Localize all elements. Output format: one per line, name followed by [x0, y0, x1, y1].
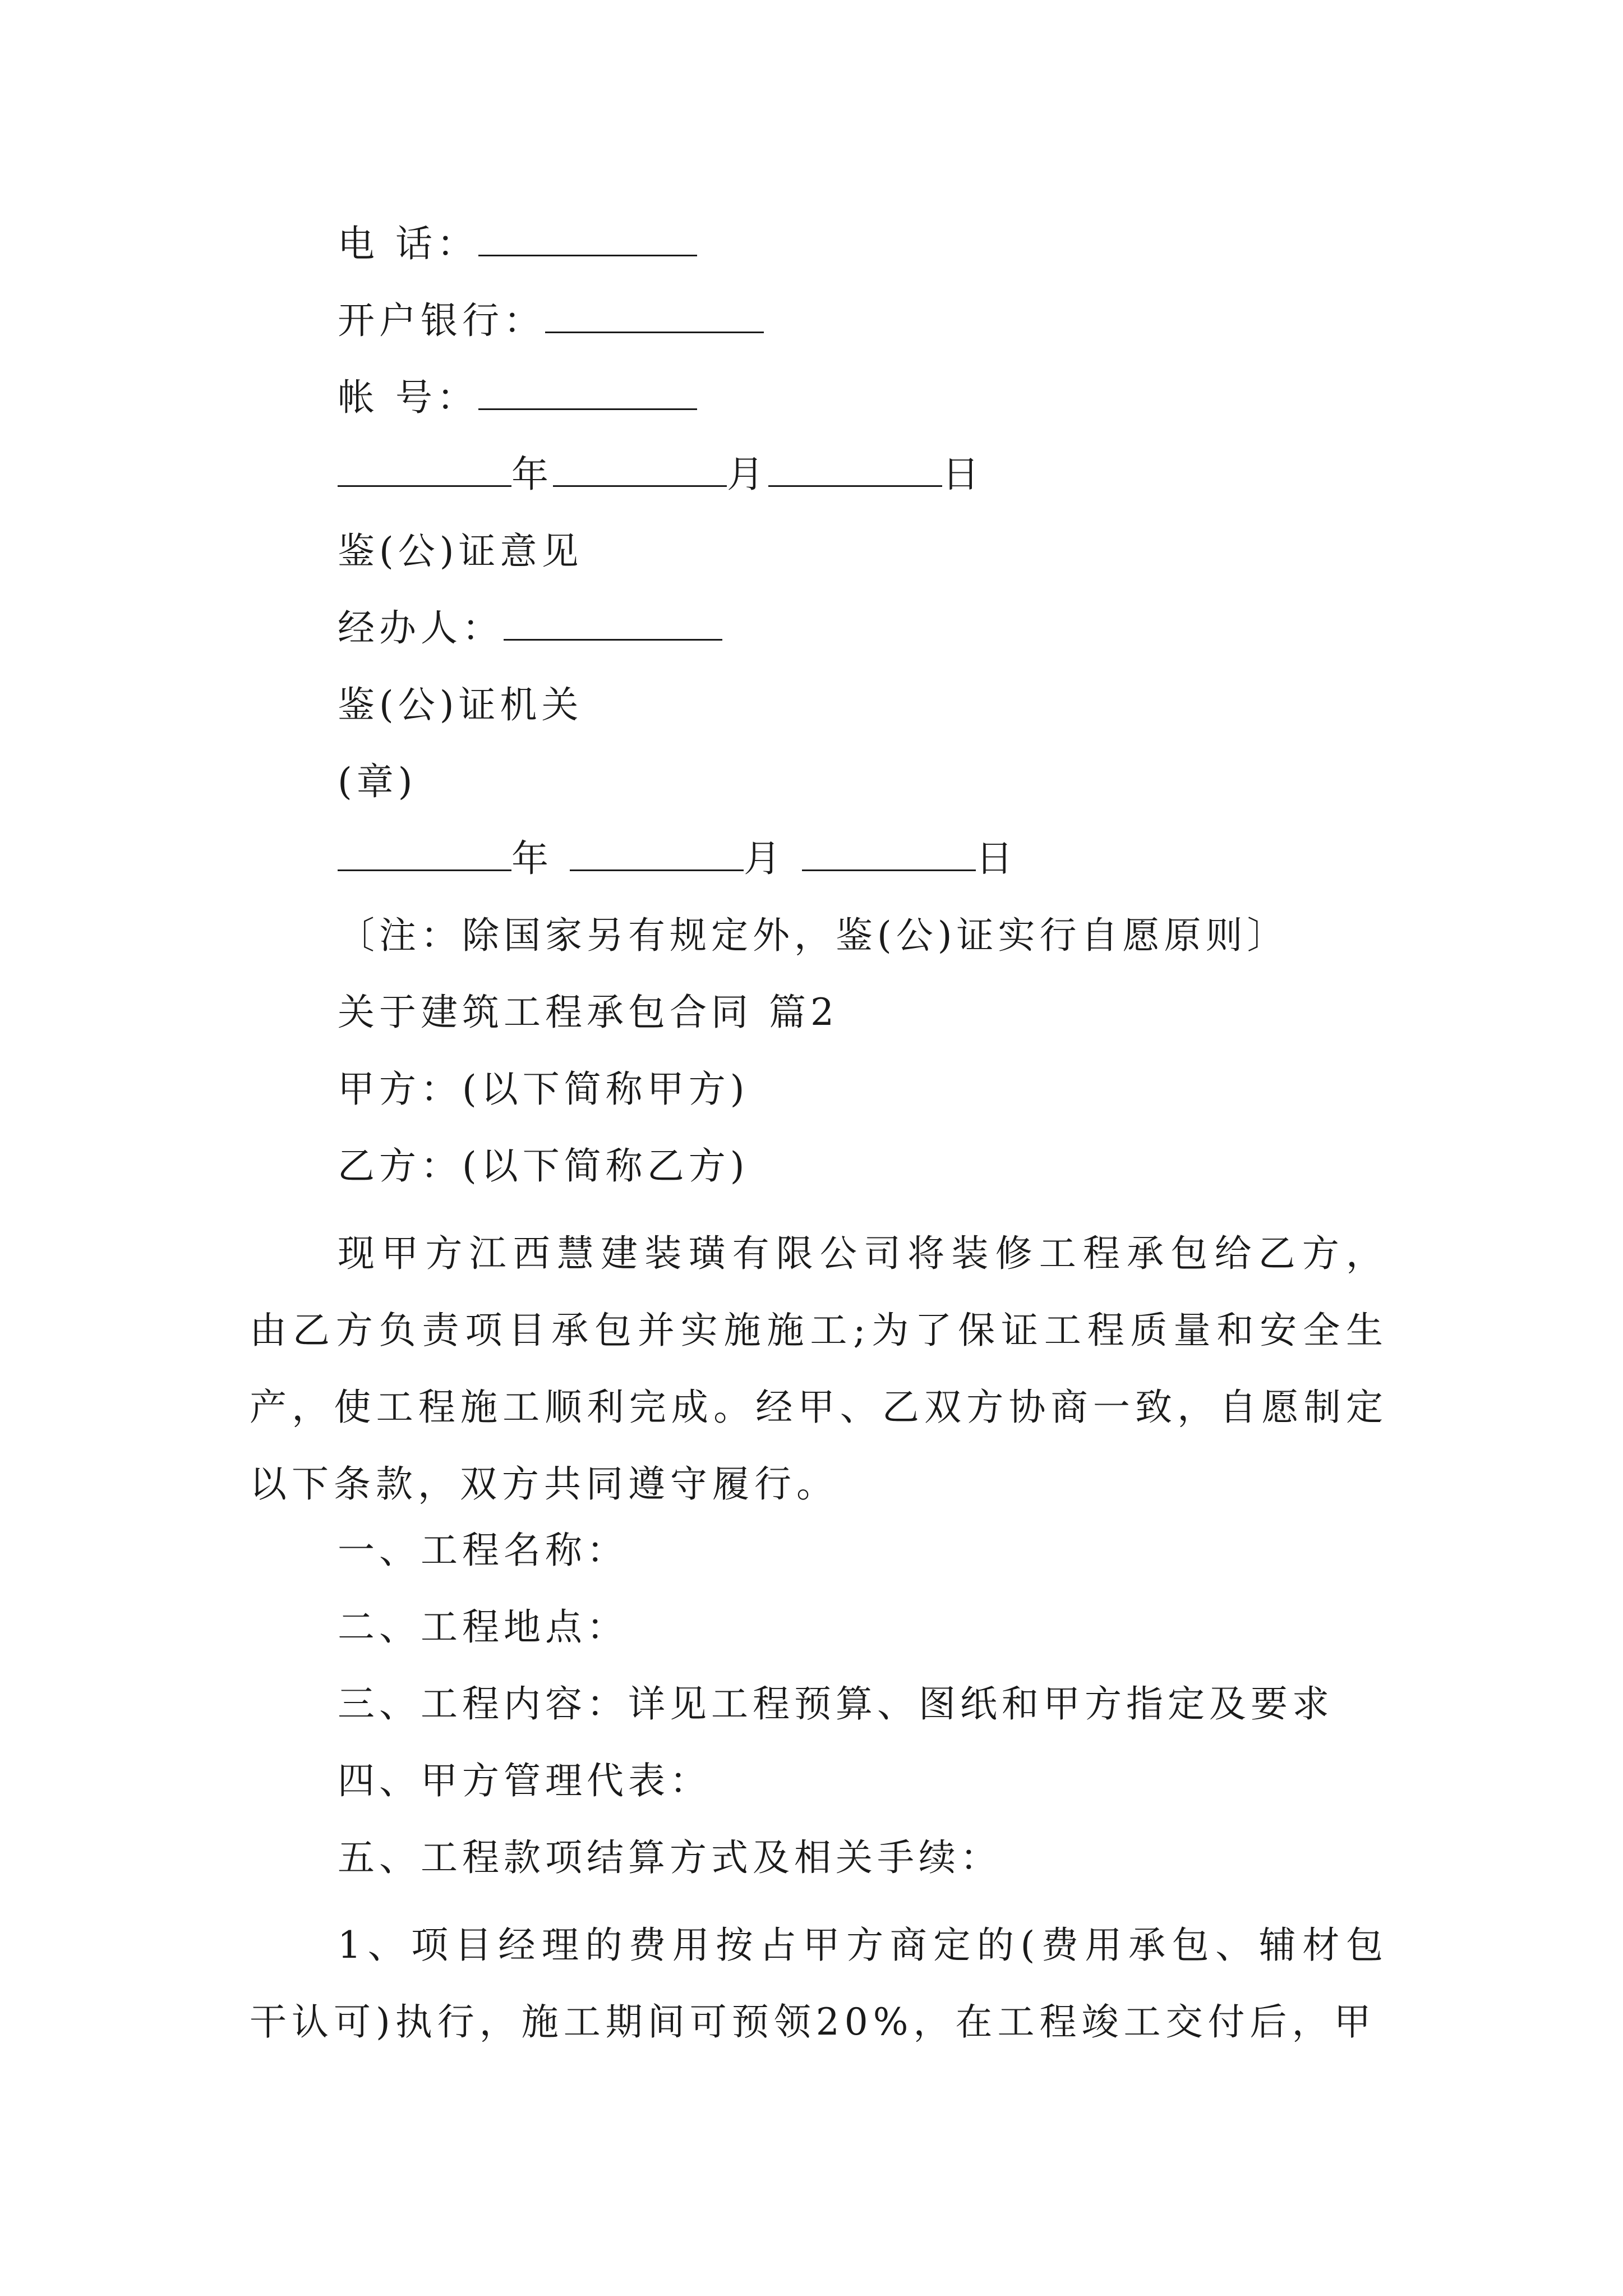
year-blank-2 — [338, 837, 511, 871]
handler-blank — [504, 606, 722, 641]
day-label-2: 日 — [976, 837, 1017, 880]
bank-blank — [545, 299, 764, 333]
account-line — [338, 375, 697, 420]
notary-opinion: 鉴(公)证意见 — [338, 530, 583, 573]
date-line-2 — [338, 836, 1017, 881]
item-client-representative: 四、甲方管理代表： — [338, 1759, 711, 1802]
phone-blank — [478, 222, 697, 256]
phone-label: 电 话： — [338, 222, 478, 265]
item-project-content: 三、工程内容：详见工程预算、图纸和甲方指定及要求 — [338, 1682, 1334, 1726]
month-label: 月 — [727, 453, 768, 496]
party-a: 甲方：(以下简称甲方) — [338, 1068, 749, 1111]
bank-line — [338, 298, 764, 343]
clause-1-paragraph: 1、项目经理的费用按占甲方商定的(费用承包、辅材包干认可)执行，施工期间可预领20%，在工程竣工交付后，甲 — [250, 1924, 1388, 2044]
handler-label: 经办人： — [338, 606, 504, 650]
day-blank — [768, 453, 942, 487]
bank-label: 开户银行： — [338, 299, 545, 342]
item-payment-settlement: 五、工程款项结算方式及相关手续： — [338, 1836, 1002, 1879]
notary-office: 鉴(公)证机关 — [338, 683, 583, 726]
phone-line — [338, 222, 697, 266]
account-blank — [478, 376, 697, 410]
day-blank-2 — [802, 837, 976, 871]
year-label: 年 — [511, 453, 553, 496]
item-project-name: 一、工程名称： — [338, 1529, 628, 1572]
year-blank — [338, 453, 511, 487]
item-project-location: 二、工程地点： — [338, 1605, 628, 1649]
month-blank-2 — [570, 837, 744, 871]
month-blank — [553, 453, 727, 487]
handler-line — [338, 606, 722, 651]
seal-mark: (章) — [338, 760, 417, 803]
notary-note: 〔注：除国家另有规定外，鉴(公)证实行自愿原则〕 — [338, 914, 1289, 957]
account-label: 帐 号： — [338, 376, 478, 419]
party-b: 乙方：(以下简称乙方) — [338, 1144, 749, 1188]
contract-title: 关于建筑工程承包合同 篇2 — [338, 991, 838, 1034]
month-label-2: 月 — [744, 837, 785, 880]
date-line-1 — [338, 452, 984, 497]
year-label-2: 年 — [511, 837, 553, 880]
day-label: 日 — [942, 453, 984, 496]
intro-paragraph: 现甲方江西慧建装璜有限公司将装修工程承包给乙方，由乙方负责项目承包并实施施工;为了保证工程质量和安全生产，使工程施工顺利完成。经甲、乙双方协商一致，自愿制定以下条款，双方共同遵守履行。 — [250, 1232, 1388, 1506]
